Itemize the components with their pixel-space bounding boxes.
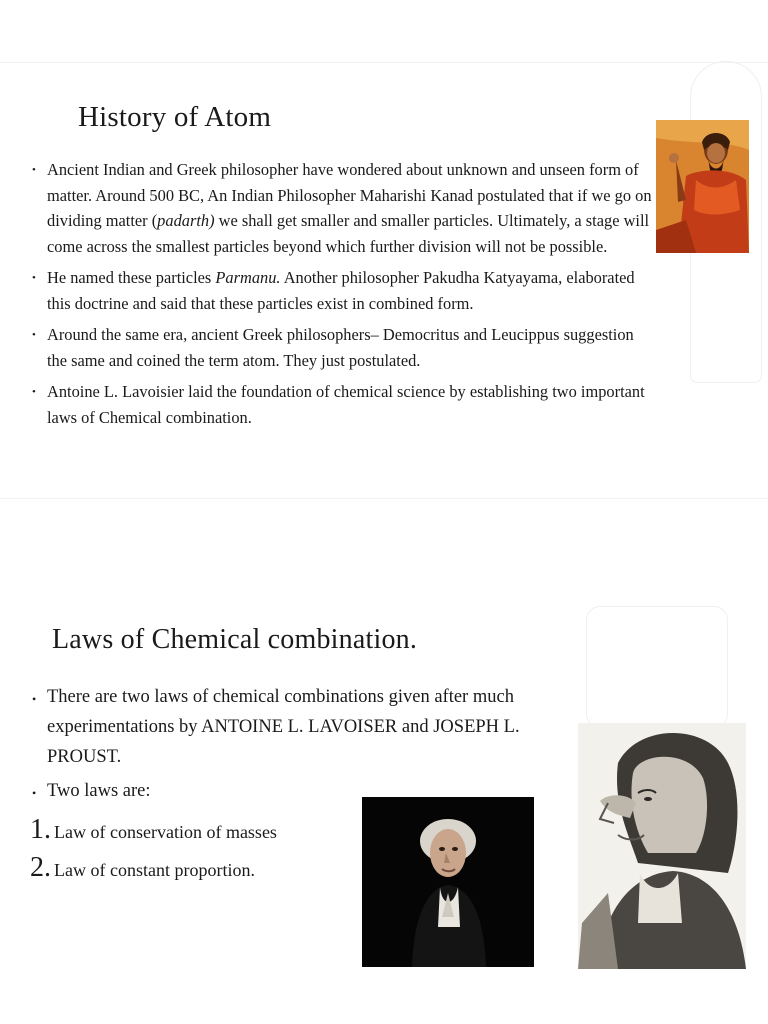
laws-list <box>30 814 277 890</box>
lavoisier-portrait-image <box>362 797 534 967</box>
kanad-illustration <box>656 120 749 253</box>
bullet-text: Ancient Indian and Greek philosopher have wondered about unknown and unseen form of matter. Around 500 BC, An Indian Philosopher Maharishi Kanad postulated that if we go on dividing matter ( <box>47 160 652 230</box>
lavoisier-illustration <box>362 797 534 967</box>
list-item <box>30 322 652 373</box>
emphasis-text: padarth) <box>157 211 215 230</box>
decorative-shape <box>586 606 728 728</box>
emphasis-text: Parmanu. <box>215 268 281 287</box>
bullet-marker: • <box>32 692 37 706</box>
bullet-marker: • <box>32 272 36 284</box>
law-number: 1. <box>30 814 51 845</box>
slide-title: History of Atom <box>78 101 272 133</box>
law-item <box>30 852 277 890</box>
bullet-marker: • <box>32 386 36 398</box>
bullet-text: Two laws are: <box>47 781 151 801</box>
bullet-text: There are two laws of chemical combinations given after much experimentations by ANTOINE L. LAVOISER and JOSEPH L. PROUST. <box>47 687 520 767</box>
law-item <box>30 814 277 852</box>
bullet-text: Another philosopher Pakudha Katyayama, elaborated this doctrine and said that these particles exist in combined form. <box>47 268 635 313</box>
slide-history-of-atom <box>0 62 768 499</box>
bullet-text: Around the same era, ancient Greek philosophers– Democritus and Leucippus suggestion the same and coined the term atom. They just postulated. <box>47 325 634 370</box>
proust-portrait-image <box>578 723 746 969</box>
slide-laws-of-chemical-combination <box>0 590 768 1024</box>
bullet-marker: • <box>32 164 36 176</box>
bullet-list <box>30 682 570 810</box>
bullet-text: He named these particles <box>47 268 216 287</box>
list-item <box>30 379 652 430</box>
bullet-marker: • <box>32 329 36 341</box>
list-item <box>30 682 570 772</box>
bullet-text: we shall get smaller and smaller particles. Ultimately, a stage will come across the smallest particles beyond which further division will not be possible. <box>47 211 650 256</box>
bullet-text: Antoine L. Lavoisier laid the foundation of chemical science by establishing two important laws of Chemical combination. <box>47 382 645 427</box>
law-number: 2. <box>30 852 51 883</box>
proust-illustration <box>578 723 746 969</box>
kanad-portrait-image <box>656 120 749 253</box>
bullet-list <box>30 157 652 436</box>
list-item <box>30 157 652 259</box>
law-text: Law of constant proportion. <box>54 860 255 880</box>
law-text: Law of conservation of masses <box>54 822 277 842</box>
slide-title: Laws of Chemical combination. <box>52 624 418 655</box>
bullet-marker: • <box>32 786 37 800</box>
list-item <box>30 265 652 316</box>
